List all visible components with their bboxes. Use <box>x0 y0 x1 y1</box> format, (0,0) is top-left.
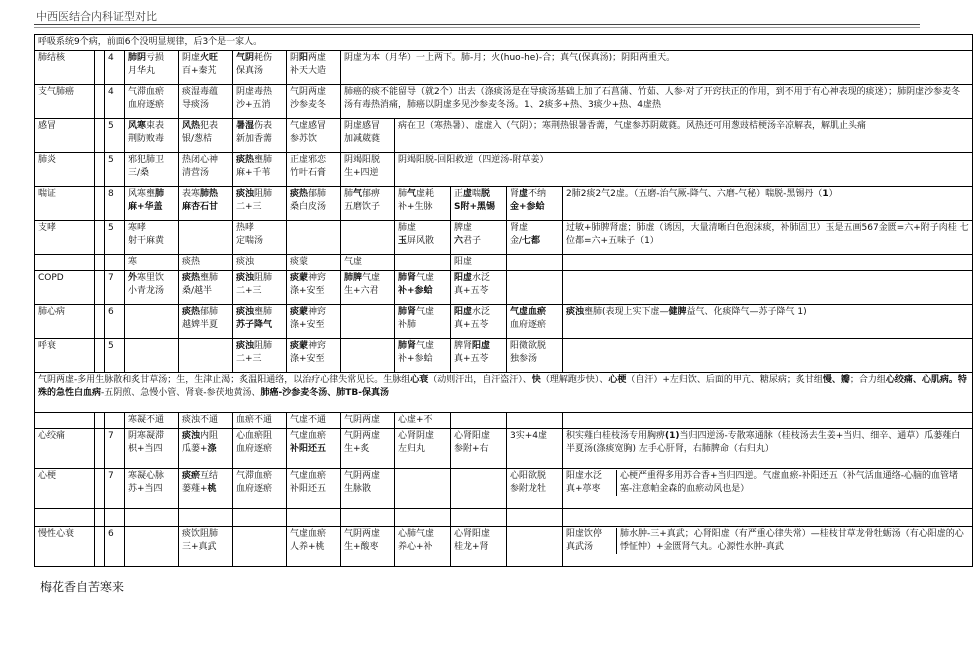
spacer-cell <box>95 271 105 305</box>
disease-name <box>35 255 95 271</box>
pattern-cell: 气阴两虚 生+酸枣 <box>341 527 395 567</box>
pattern-cell: 气虚血瘀 人养+桃 <box>287 527 341 567</box>
spacer-cell <box>35 413 95 429</box>
column-header: 气阴两虚 <box>341 413 395 429</box>
pattern-cell: 气虚血瘀 补阳还五 <box>287 429 341 469</box>
spacer-cell <box>95 255 105 271</box>
pattern-count <box>105 255 125 271</box>
note-cell: 阳虚水泛 真+葶枣 心梗严重得多用苏合香+当归四逆。气虚血瘀-补阳还五（补气活血通络-心脑的血管堵塞-注意帕金森的血瘀动风也是） <box>563 469 973 509</box>
section-intro-cardio: 气阴两虚-多用生脉散和炙甘草汤；生，生津止渴；炙温阳通络，以治疗心律失常见长。生脉组心衰（动则汗出，自汗盗汗）、快（理解跑步快）、心梗（自汗）+左归饮、后面的甲亢、糖尿病；炙甘组慢、瓣；合力组心绞痛、心肌病。特殊的急性白血病-五阴煎、急慢小管、肾衰-参茯地黄汤、肺癌-沙参麦冬汤、肺TB-保真汤 <box>35 373 973 413</box>
table-row <box>35 339 973 373</box>
spacer-cell <box>95 527 105 567</box>
pattern-cell: 热哮 定喘汤 <box>233 221 287 255</box>
note-cell: 肺癌的痰不能留导（就2个）出去（涤痰汤是在导痰汤基础上加了石菖蒲、竹茹、人参·对了开窍扶正的作用，到不用于有心神表现的痰迷）；肺阴虚沙参麦冬汤有毒热消痛，肺癌以阴虚多见沙参麦冬汤。1、2痰多+热、3痰少+热、4虚热 <box>341 85 973 119</box>
column-header: 心虚+不 <box>395 413 451 429</box>
spacer-cell <box>563 509 973 527</box>
table-row <box>35 255 973 271</box>
column-header: 痰浊不通 <box>179 413 233 429</box>
note-cell <box>563 339 973 373</box>
spacer-cell <box>451 413 507 429</box>
pattern-count: 4 <box>105 85 125 119</box>
header-rule <box>34 24 920 25</box>
pattern-cell: 阳虚 <box>451 255 507 271</box>
pattern-cell: 痰饮阻肺 三+真武 <box>179 527 233 567</box>
pattern-cell: 风热犯表 银/葱桔 <box>179 119 233 153</box>
pattern-cell: 脾肾阳虚 真+五苓 <box>451 339 507 373</box>
table-row <box>35 51 973 85</box>
pattern-cell: 痰热郁肺 越婢半夏 <box>179 305 233 339</box>
pattern-cell: 气虚 <box>341 255 395 271</box>
table-row <box>35 221 973 255</box>
section-intro-respiratory: 呼吸系统9个病，前面6个没明显规律，后3个是一家人。 <box>35 35 973 51</box>
pattern-cell: 阳虚水泛 真+五苓 <box>451 271 507 305</box>
disease-name: 慢性心衰 <box>35 527 95 567</box>
pattern-cell: 阴虚火旺 百+秦艽 <box>179 51 233 85</box>
table-row <box>35 527 973 567</box>
comparison-table <box>34 34 973 567</box>
disease-name: 喘证 <box>35 187 95 221</box>
spacer-cell <box>395 509 451 527</box>
pattern-cell: 气阴两虚 生+炙 <box>341 429 395 469</box>
pattern-cell: 气阴两虚 生脉散 <box>341 469 395 509</box>
spacer-cell <box>95 85 105 119</box>
table-row <box>35 305 973 339</box>
pattern-cell <box>125 527 179 567</box>
disease-name: COPD <box>35 271 95 305</box>
pattern-cell <box>507 255 563 271</box>
pattern-cell: 痰热郁肺 桑白皮汤 <box>287 187 341 221</box>
pattern-cell: 痰浊阻肺 二+三 <box>233 187 287 221</box>
pattern-cell <box>179 221 233 255</box>
pattern-count: 7 <box>105 469 125 509</box>
note-cell: 积实薤白桂枝汤专用胸痹(1)当归四逆汤-专散寒通脉（桂枝汤去生姜+当归、细辛、通草）瓜蒌薤白半夏汤(涤痰宽胸) 左手心肝肾，右肺脾命（右归丸） <box>563 429 973 469</box>
pattern-cell: 外寒里饮 小青龙汤 <box>125 271 179 305</box>
pattern-cell: 脾虚 六君子 <box>451 221 507 255</box>
pattern-cell: 痰热 <box>179 255 233 271</box>
note-cell <box>563 271 973 305</box>
spacer-cell <box>35 509 95 527</box>
footer-motto: 梅花香自苦寒来 <box>40 580 125 594</box>
pattern-cell: 肺肾气虚 补肺 <box>395 305 451 339</box>
disease-name: 肺心病 <box>35 305 95 339</box>
pattern-cell: 肺虚 玉屏风散 <box>395 221 451 255</box>
disease-name: 心梗 <box>35 469 95 509</box>
table-row <box>35 119 973 153</box>
spacer-cell <box>95 509 105 527</box>
pattern-cell: 痰浊内阻 瓜蒌+涤 <box>179 429 233 469</box>
note-cell: 2肺2痰2气2虚。（五磨-治气厥-降气、六磨-气秘）喘脱-黑锡丹（1） <box>563 187 973 221</box>
pattern-cell <box>395 255 451 271</box>
pattern-cell: 痰湿毒蕴 导痰汤 <box>179 85 233 119</box>
pattern-cell <box>125 339 179 373</box>
pattern-cell: 气虚血瘀 血府逐瘀 <box>507 305 563 339</box>
pattern-cell: 肺肾气虚 补+参蛤 <box>395 339 451 373</box>
pattern-cell <box>341 221 395 255</box>
column-header: 寒凝不通 <box>125 413 179 429</box>
pattern-count: 4 <box>105 51 125 85</box>
pattern-cell <box>233 527 287 567</box>
table-row <box>35 373 973 413</box>
table-row <box>35 85 973 119</box>
spacer-cell <box>95 305 105 339</box>
disease-name: 肺炎 <box>35 153 95 187</box>
pattern-cell: 心阳欲脱 参附龙牡 <box>507 469 563 509</box>
pattern-cell: 痰瘀互结 蒌薤+桃 <box>179 469 233 509</box>
pattern-cell <box>395 469 451 509</box>
pattern-cell <box>125 305 179 339</box>
header-rule-secondary <box>34 27 920 28</box>
pattern-count: 6 <box>105 527 125 567</box>
spacer-cell <box>95 187 105 221</box>
doc-header-title: 中西医结合内科证型对比 <box>36 10 157 23</box>
pattern-cell: 痰浊壅肺 苏子降气 <box>233 305 287 339</box>
spacer-cell <box>95 221 105 255</box>
pattern-cell: 心血瘀阻 血府逐瘀 <box>233 429 287 469</box>
table-row <box>35 187 973 221</box>
pattern-cell <box>287 221 341 255</box>
table-row <box>35 413 973 429</box>
pattern-cell: 寒 <box>125 255 179 271</box>
table-row <box>35 271 973 305</box>
pattern-count: 5 <box>105 119 125 153</box>
note-cell: 过敏+肺脾肾虚；肺虚（诱因，大量清晰白色泡沫痰，补肺固卫）玉是五画567金匮=六+附子肉桂 七位都=六+五味子（1） <box>563 221 973 255</box>
note-cell <box>563 255 973 271</box>
pattern-cell: 痰蒙 <box>287 255 341 271</box>
pattern-cell: 寒哮 射干麻黄 <box>125 221 179 255</box>
pattern-cell: 痰热壅肺 桑/越半 <box>179 271 233 305</box>
disease-name: 呼衰 <box>35 339 95 373</box>
pattern-cell: 肺肾气虚 补+参蛤 <box>395 271 451 305</box>
disease-name: 支哮 <box>35 221 95 255</box>
disease-name: 感冒 <box>35 119 95 153</box>
pattern-count: 7 <box>105 429 125 469</box>
pattern-count: 7 <box>105 271 125 305</box>
spacer-cell <box>105 413 125 429</box>
pattern-cell: 痰蒙神窍 涤+安至 <box>287 305 341 339</box>
pattern-cell: 阴虚毒热 沙+五消 <box>233 85 287 119</box>
pattern-cell: 心肺气虚 养心+补 <box>395 527 451 567</box>
pattern-cell <box>507 271 563 305</box>
pattern-cell: 3实+4虚 <box>507 429 563 469</box>
pattern-cell: 阳虚水泛 真+五苓 <box>451 305 507 339</box>
pattern-cell: 痰浊阻肺 二+三 <box>233 339 287 373</box>
pattern-cell: 肺脾气虚 生+六君 <box>341 271 395 305</box>
note-cell: 痰浊壅肺(表现上实下虚—健脾益气、化痰降气—苏子降气 1) <box>563 305 973 339</box>
pattern-cell: 气虚感冒 参苏饮 <box>287 119 341 153</box>
pattern-cell: 气阴两虚 沙参麦冬 <box>287 85 341 119</box>
spacer-cell <box>125 509 179 527</box>
pattern-cell: 表寒肺热 麻杏石甘 <box>179 187 233 221</box>
pattern-count: 5 <box>105 339 125 373</box>
spacer-cell <box>95 51 105 85</box>
pattern-count: 6 <box>105 305 125 339</box>
disease-name: 支气肺癌 <box>35 85 95 119</box>
pattern-cell <box>341 305 395 339</box>
spacer-cell <box>95 413 105 429</box>
column-header: 气虚不通 <box>287 413 341 429</box>
note-cell: 病在卫（寒热暑）、虚虚入（气阴）；寒荆热银暑香薷，气虚参苏阴葳蕤。风热还可用葱豉桔梗汤辛凉解表，解肌止头痛 <box>395 119 973 153</box>
pattern-cell: 气阴耗伤 保真汤 <box>233 51 287 85</box>
spacer-cell <box>95 469 105 509</box>
pattern-cell: 气虚血瘀 补阳还五 <box>287 469 341 509</box>
pattern-cell: 肺气虚耗 补+生脉 <box>395 187 451 221</box>
pattern-cell: 气滞血瘀 血府逐瘀 <box>233 469 287 509</box>
pattern-cell: 痰浊阻肺 二+三 <box>233 271 287 305</box>
table-row <box>35 469 973 509</box>
spacer-cell <box>95 429 105 469</box>
pattern-cell: 心肾阳虚 参附+右 <box>451 429 507 469</box>
note-cell: 阴竭阳脱-回阳救逆（四逆汤-附草姜） <box>395 153 973 187</box>
pattern-cell: 阴寒凝滞 枳+当四 <box>125 429 179 469</box>
table-row <box>35 153 973 187</box>
spacer-cell <box>95 339 105 373</box>
disease-name: 心绞痛 <box>35 429 95 469</box>
table-row <box>35 35 973 51</box>
pattern-cell: 风寒壅肺 麻+华盖 <box>125 187 179 221</box>
note-cell: 阳虚饮停 真武汤 肺水肿-三+真武；心肾阳虚（有严重心律失常）—桂枝甘草龙骨牡蛎汤（有心阳虚的心悸怔忡）+金匮肾气丸。心源性水肿-真武 <box>563 527 973 567</box>
pattern-count: 5 <box>105 153 125 187</box>
spacer-cell <box>563 413 973 429</box>
spacer-cell <box>95 119 105 153</box>
pattern-cell: 痰蒙神窍 涤+安至 <box>287 271 341 305</box>
pattern-count: 5 <box>105 221 125 255</box>
pattern-cell: 阴虚感冒 加减葳蕤 <box>341 119 395 153</box>
pattern-cell <box>507 527 563 567</box>
table-row <box>35 429 973 469</box>
pattern-cell: 肾虚 金/七都 <box>507 221 563 255</box>
pattern-cell: 风寒束表 荆防败毒 <box>125 119 179 153</box>
pattern-cell <box>451 469 507 509</box>
pattern-cell: 热闭心神 清营汤 <box>179 153 233 187</box>
spacer-cell <box>507 509 563 527</box>
pattern-cell: 正虚喘脱 S附+黑锡 <box>451 187 507 221</box>
pattern-cell: 痰热壅肺 麻+千苇 <box>233 153 287 187</box>
column-header: 血瘀不通 <box>233 413 287 429</box>
pattern-cell: 肺气郁痹 五磨饮子 <box>341 187 395 221</box>
spacer-cell <box>105 509 125 527</box>
spacer-cell <box>451 509 507 527</box>
pattern-cell: 肺阴亏损 月华丸 <box>125 51 179 85</box>
pattern-cell: 阴竭阳脱 生+四逆 <box>341 153 395 187</box>
pattern-cell: 暑湿伤表 新加香薷 <box>233 119 287 153</box>
pattern-cell: 肾虚不纳 金+参蛤 <box>507 187 563 221</box>
table-row <box>35 509 973 527</box>
pattern-cell: 心肾阳虚 桂龙+肾 <box>451 527 507 567</box>
pattern-cell: 正虚邪恋 竹叶石膏 <box>287 153 341 187</box>
pattern-cell <box>341 339 395 373</box>
pattern-cell: 阳微欲脱 独参汤 <box>507 339 563 373</box>
pattern-cell: 痰蒙神窍 涤+安至 <box>287 339 341 373</box>
spacer-cell <box>233 509 287 527</box>
pattern-cell: 心肾阴虚 左归丸 <box>395 429 451 469</box>
pattern-cell: 寒凝心脉 苏+当四 <box>125 469 179 509</box>
spacer-cell <box>507 413 563 429</box>
pattern-cell: 气滞血瘀 血府逐瘀 <box>125 85 179 119</box>
pattern-cell <box>179 339 233 373</box>
spacer-cell <box>179 509 233 527</box>
spacer-cell <box>287 509 341 527</box>
pattern-cell: 邪犯肺卫 三/桑 <box>125 153 179 187</box>
spacer-cell <box>95 153 105 187</box>
pattern-cell: 阴阳两虚 补天大造 <box>287 51 341 85</box>
pattern-count: 8 <box>105 187 125 221</box>
pattern-cell: 痰浊 <box>233 255 287 271</box>
disease-name: 肺结核 <box>35 51 95 85</box>
note-cell: 阴虚为本（月华）一上两下。肺-月；火(huo-he)-合；真气(保真汤)；阴阳两重天。 <box>341 51 973 85</box>
spacer-cell <box>341 509 395 527</box>
